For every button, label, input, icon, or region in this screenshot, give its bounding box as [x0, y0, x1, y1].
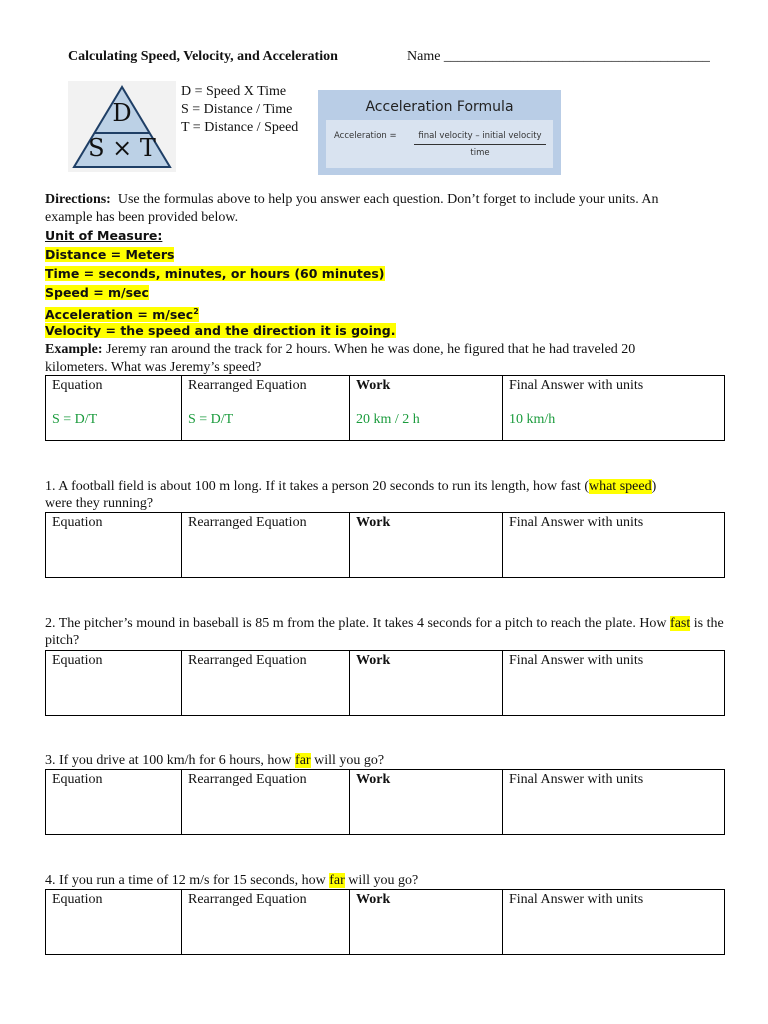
question-4-text	[45, 872, 418, 889]
unit-acceleration-base: Acceleration = m/sec	[45, 307, 194, 323]
q4-equation-header: Equation	[52, 892, 103, 907]
formula-speed: S = Distance / Time	[181, 102, 293, 117]
column-header-equation: Equation	[52, 378, 103, 393]
question-2-table	[45, 650, 725, 716]
q2-work-cell[interactable]	[350, 651, 503, 716]
q3-equation-header: Equation	[52, 772, 103, 787]
question-2-highlight: fast	[670, 616, 691, 631]
example-rearranged-answer: S = D/T	[188, 412, 234, 427]
q4-rearranged-header: Rearranged Equation	[188, 892, 307, 907]
example-final-answer: 10 km/h	[509, 412, 556, 427]
acceleration-formula-box	[318, 90, 561, 175]
q1-work-header: Work	[356, 515, 391, 530]
directions-paragraph	[45, 191, 735, 208]
example-text-line2: kilometers. What was Jeremy’s speed?	[45, 360, 262, 375]
dst-triangle-graphic	[68, 81, 176, 172]
example-work-answer: 20 km / 2 h	[356, 412, 420, 427]
acceleration-denominator: time	[470, 148, 490, 158]
column-header-work: Work	[356, 378, 391, 393]
q2-rearranged-cell[interactable]	[182, 651, 350, 716]
triangle-bottom-label: S × T	[88, 134, 156, 162]
q1-equation-header: Equation	[52, 515, 103, 530]
unit-time: Time = seconds, minutes, or hours (60 minutes)	[45, 266, 385, 281]
q2-equation-header: Equation	[52, 653, 103, 668]
question-3-pre: 3. If you drive at 100 km/h for 6 hours, how	[45, 753, 296, 768]
q3-work-header: Work	[356, 772, 391, 787]
q4-work-header: Work	[356, 892, 391, 907]
q2-rearranged-header: Rearranged Equation	[188, 653, 307, 668]
example-paragraph	[45, 341, 735, 358]
example-work-cell	[350, 376, 503, 441]
fraction-bar	[414, 144, 546, 145]
question-1-text	[45, 478, 745, 495]
q2-equation-cell[interactable]	[46, 651, 182, 716]
example-equation-answer: S = D/T	[52, 412, 98, 427]
q1-work-cell[interactable]	[350, 513, 503, 578]
q4-final-header: Final Answer with units	[509, 892, 644, 907]
page-title: Calculating Speed, Velocity, and Acceleration	[68, 49, 338, 64]
question-3-table	[45, 769, 725, 835]
q3-final-cell[interactable]	[503, 770, 725, 835]
units-heading: Unit of Measure:	[45, 228, 163, 243]
q1-final-header: Final Answer with units	[509, 515, 644, 530]
unit-speed: Speed = m/sec	[45, 285, 149, 300]
q1-final-cell[interactable]	[503, 513, 725, 578]
question-1-table	[45, 512, 725, 578]
example-table	[45, 375, 725, 441]
question-4-pre: 4. If you run a time of 12 m/s for 15 seconds, how	[45, 873, 330, 888]
question-4-highlight: far	[329, 873, 345, 888]
q3-rearranged-cell[interactable]	[182, 770, 350, 835]
q2-final-header: Final Answer with units	[509, 653, 644, 668]
question-1-post: )	[651, 479, 657, 494]
question-1-text-line2: were they running?	[45, 496, 154, 511]
example-rearranged-cell	[182, 376, 350, 441]
example-final-cell	[503, 376, 725, 441]
question-2-text	[45, 615, 735, 649]
acceleration-lhs: Acceleration =	[334, 131, 397, 141]
acceleration-formula-title: Acceleration Formula	[365, 99, 514, 115]
question-1-pre: 1. A football field is about 100 m long. If it takes a person 20 seconds to run its length, how fast (	[45, 479, 589, 494]
column-header-final: Final Answer with units	[509, 378, 644, 393]
name-field[interactable]: Name ______________________________________	[407, 49, 710, 64]
question-3-text	[45, 752, 384, 769]
formula-distance: D = Speed X Time	[181, 84, 287, 99]
q4-final-cell[interactable]	[503, 890, 725, 955]
example-equation-cell	[46, 376, 182, 441]
acceleration-numerator: final velocity – initial velocity	[418, 131, 542, 141]
q2-work-header: Work	[356, 653, 391, 668]
unit-distance: Distance = Meters	[45, 247, 175, 262]
q4-rearranged-cell[interactable]	[182, 890, 350, 955]
q3-work-cell[interactable]	[350, 770, 503, 835]
directions-text-line2: example has been provided below.	[45, 210, 239, 225]
formula-time: T = Distance / Speed	[181, 120, 299, 135]
unit-velocity: Velocity = the speed and the direction it is going.	[45, 323, 396, 338]
q3-rearranged-header: Rearranged Equation	[188, 772, 307, 787]
q4-work-cell[interactable]	[350, 890, 503, 955]
question-4-table	[45, 889, 725, 955]
question-2-pre: 2. The pitcher’s mound in baseball is 85 m from the plate. It takes 4 seconds for a pitch to reach the plate. How	[45, 616, 667, 631]
column-header-rearranged: Rearranged Equation	[188, 378, 307, 393]
unit-acceleration-exponent: 2	[193, 307, 199, 316]
question-4-post: will you go?	[344, 873, 419, 888]
q4-equation-cell[interactable]	[46, 890, 182, 955]
example-text: Jeremy ran around the track for 2 hours. When he was done, he figured that he had traveled 20	[106, 342, 636, 357]
unit-acceleration	[45, 307, 199, 322]
q3-final-header: Final Answer with units	[509, 772, 644, 787]
directions-label: Directions:	[45, 192, 111, 207]
triangle-top-label: D	[112, 99, 132, 127]
q3-equation-cell[interactable]	[46, 770, 182, 835]
question-1-highlight: what speed	[588, 479, 652, 494]
question-2-post: is the pitch?	[45, 616, 724, 648]
example-label: Example:	[45, 342, 103, 357]
directions-text: Use the formulas above to help you answer each question. Don’t forget to include your units. An	[117, 192, 659, 207]
q1-rearranged-cell[interactable]	[182, 513, 350, 578]
q1-equation-cell[interactable]	[46, 513, 182, 578]
question-3-highlight: far	[295, 753, 311, 768]
q2-final-cell[interactable]	[503, 651, 725, 716]
q1-rearranged-header: Rearranged Equation	[188, 515, 307, 530]
question-3-post: will you go?	[310, 753, 385, 768]
